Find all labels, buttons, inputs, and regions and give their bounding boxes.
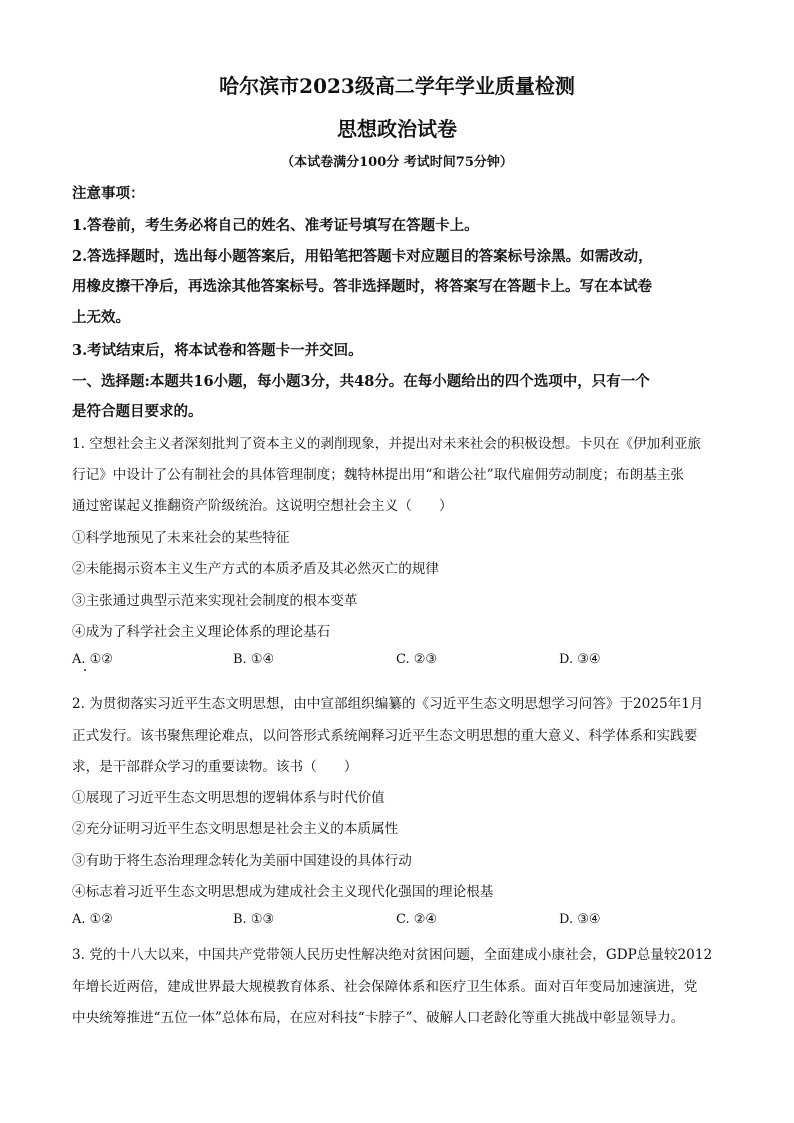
notes-heading: 注意事项： [72,185,145,202]
question-1-option-d: D. ③④ [559,652,601,667]
subject-title: 思想政治试卷 [337,117,457,141]
question-2-stem-line-1: 2. 为贯彻落实习近平生态文明思想，由中宣部组织编纂的《习近平生态文明思想学习问答》于2025年1月 [72,696,704,712]
question-1-stem-line-2: 行记》中设计了公有制社会的具体管理制度；魏特林提出用“和谐公社”取代雇佣劳动制度；布朗基主张 [72,467,685,483]
question-2-option-c: C. ②④ [396,912,438,927]
question-2-statement-4: ④标志着习近平生态文明思想成为建成社会主义现代化强国的理论根基 [72,884,494,900]
question-1-stem-line-3: 通过密谋起义推翻资产阶级统治。这说明空想社会主义（ ） [72,498,453,514]
question-2-option-a: A. ①② [72,912,113,927]
question-2-stem-line-3: 求，是干部群众学习的重要读物。该书（ ） [72,759,358,775]
question-2-statement-1: ①展现了习近平生态文明思想的逻辑体系与时代价值 [72,790,385,806]
question-2-statement-3: ③有助于将生态治理理念转化为美丽中国建设的具体行动 [72,853,412,869]
question-1-option-c: C. ②③ [396,652,438,667]
question-1-option-b: B. ①④ [233,652,275,667]
question-1-option-a: A. ①② [72,652,113,667]
section-heading-line-1: 一、选择题:本题共16小题，每小题3分，共48分。在每小题给出的四个选项中，只有一个 [72,373,650,390]
question-1-statement-3: ③主张通过典型示范来实现社会制度的根本变革 [72,593,358,609]
question-1-statement-4: ④成为了科学社会主义理论体系的理论基石 [72,624,331,640]
question-1-statement-2: ②未能揭示资本主义生产方式的本质矛盾及其必然灭亡的规律 [72,561,440,577]
question-1-statement-1: ①科学地预见了未来社会的某些特征 [72,530,290,546]
question-2-option-d: D. ③④ [559,912,601,927]
question-1-stem-line-1: 1. 空想社会主义者深刻批判了资本主义的剥削现象，并提出对未来社会的积极设想。卡贝在《伊加利亚旅 [72,436,702,452]
notes-item-2-line-1: 2.答选择题时，选出每小题答案后，用铅笔把答题卡对应题目的答案标号涂黑。如需改动， [72,248,653,265]
notes-item-2-line-3: 上无效。 [72,309,130,326]
question-2-statement-2: ②充分证明习近平生态文明思想是社会主义的本质属性 [72,821,399,837]
notes-item-3: 3.考试结束后，将本试卷和答题卡一并交回。 [72,342,363,359]
notes-item-1: 1.答卷前，考生务必将自己的姓名、准考证号填写在答题卡上。 [72,217,479,234]
question-3-stem-line-3: 中央统筹推进“五位一体”总体布局，在应对科技“卡脖子”、破解人口老龄化等重大挑战中彰显领导力。 [72,1010,685,1026]
exam-title: 哈尔滨市2023级高二学年学业质量检测 [219,74,575,98]
exam-info: （本试卷满分100分 考试时间75分钟） [281,155,513,170]
question-3-stem-line-1: 3. 党的十八大以来，中国共产党带领人民历史性解决绝对贫困问题，全面建成小康社会，GDP总量较2012 [72,947,713,963]
question-2-stem-line-2: 正式发行。该书聚焦理论难点，以问答形式系统阐释习近平生态文明思想的重大意义、科学体系和实践要 [72,728,698,744]
section-heading-line-2: 是符合题目要求的。 [72,403,203,420]
notes-item-2-line-2: 用橡皮擦干净后，再选涂其他答案标号。答非选择题时，将答案写在答题卡上。写在本试卷 [72,278,652,295]
question-3-stem-line-2: 年增长近两倍，建成世界最大规模教育体系、社会保障体系和医疗卫生体系。面对百年变局加速演进，党 [72,979,698,995]
question-2-option-b: B. ①③ [233,912,275,927]
scan-speck [84,669,86,671]
